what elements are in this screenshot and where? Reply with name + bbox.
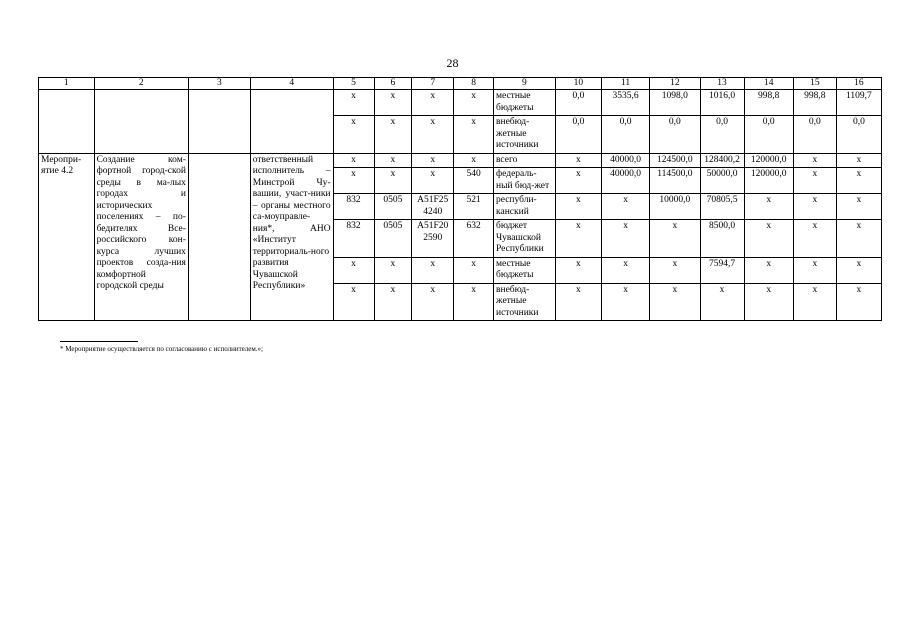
value-cell: 3535,6 xyxy=(601,90,649,116)
header-cell: 11 xyxy=(601,78,649,90)
value-cell: х xyxy=(744,257,793,283)
value-cell: 1098,0 xyxy=(650,90,700,116)
code-cell: 832 xyxy=(333,220,374,258)
funding-source-cell: всего xyxy=(494,153,556,168)
value-cell: 1016,0 xyxy=(700,90,744,116)
value-cell: 40000,0 xyxy=(601,168,649,194)
value-cell: 114500,0 xyxy=(650,168,700,194)
code-cell: 0505 xyxy=(374,194,412,220)
value-cell: 0,0 xyxy=(601,116,649,154)
value-cell: х xyxy=(836,153,881,168)
value-cell: 0,0 xyxy=(555,116,601,154)
funding-source-cell: бюджет Чувашской Республики xyxy=(494,220,556,258)
value-cell: 50000,0 xyxy=(700,168,744,194)
header-cell: 15 xyxy=(793,78,836,90)
value-cell: х xyxy=(555,220,601,258)
code-cell: A51F20 2590 xyxy=(412,220,454,258)
code-cell: 540 xyxy=(454,168,494,194)
table-row xyxy=(39,90,882,116)
code-cell: х xyxy=(333,116,374,154)
code-cell: х xyxy=(333,153,374,168)
table-row xyxy=(39,153,882,168)
header-cell: 2 xyxy=(94,78,188,90)
code-cell: 832 xyxy=(333,194,374,220)
measure-name-cell: Создание ком-фортной город-ской среды в ма-лых городах и исторических поселениях – по-бедителях Все-российского кон-курса лучших проектов созда-ния комфортной городской среды xyxy=(94,153,188,321)
value-cell: 124500,0 xyxy=(650,153,700,168)
value-cell: 120000,0 xyxy=(744,168,793,194)
value-cell: х xyxy=(555,168,601,194)
value-cell: 40000,0 xyxy=(601,153,649,168)
value-cell: х xyxy=(793,283,836,321)
code-cell: х xyxy=(374,153,412,168)
header-cell: 13 xyxy=(700,78,744,90)
funding-source-cell: республи-канский xyxy=(494,194,556,220)
value-cell: х xyxy=(744,194,793,220)
funding-source-cell: местные бюджеты xyxy=(494,90,556,116)
value-cell: х xyxy=(744,220,793,258)
code-cell: х xyxy=(374,283,412,321)
funding-source-cell: внебюд-жетные источники xyxy=(494,116,556,154)
value-cell: х xyxy=(793,168,836,194)
header-cell: 7 xyxy=(412,78,454,90)
value-cell: х xyxy=(650,283,700,321)
code-cell: х xyxy=(412,116,454,154)
value-cell: х xyxy=(836,283,881,321)
empty-cell xyxy=(188,90,250,154)
code-cell: х xyxy=(454,116,494,154)
empty-cell xyxy=(39,90,95,154)
value-cell: 998,8 xyxy=(793,90,836,116)
value-cell: х xyxy=(601,194,649,220)
code-cell: A51F25 4240 xyxy=(412,194,454,220)
value-cell: 1109,7 xyxy=(836,90,881,116)
value-cell: х xyxy=(744,283,793,321)
header-cell: 16 xyxy=(836,78,881,90)
footnote-rule xyxy=(60,341,138,342)
funding-source-cell: внебюд-жетные источники xyxy=(494,283,556,321)
code-cell: х xyxy=(412,153,454,168)
value-cell: 998,8 xyxy=(744,90,793,116)
code-cell: х xyxy=(454,90,494,116)
code-cell: х xyxy=(374,168,412,194)
value-cell: х xyxy=(836,257,881,283)
empty-cell xyxy=(188,153,250,321)
header-cell: 12 xyxy=(650,78,700,90)
value-cell: х xyxy=(555,153,601,168)
code-cell: х xyxy=(374,257,412,283)
code-cell: х xyxy=(412,257,454,283)
value-cell: х xyxy=(836,194,881,220)
value-cell: 128400,2 xyxy=(700,153,744,168)
header-row xyxy=(39,78,882,90)
code-cell: х xyxy=(333,257,374,283)
header-cell: 4 xyxy=(250,78,333,90)
header-cell: 10 xyxy=(555,78,601,90)
header-cell: 9 xyxy=(494,78,556,90)
budget-table xyxy=(38,77,882,321)
value-cell: х xyxy=(836,220,881,258)
value-cell: 0,0 xyxy=(836,116,881,154)
header-cell: 6 xyxy=(374,78,412,90)
funding-source-cell: федераль-ный бюд-жет xyxy=(494,168,556,194)
code-cell: 521 xyxy=(454,194,494,220)
code-cell: х xyxy=(333,168,374,194)
value-cell: х xyxy=(836,168,881,194)
code-cell: х xyxy=(454,153,494,168)
value-cell: х xyxy=(700,283,744,321)
header-cell: 1 xyxy=(39,78,95,90)
code-cell: х xyxy=(374,116,412,154)
code-cell: х xyxy=(374,90,412,116)
header-cell: 14 xyxy=(744,78,793,90)
value-cell: х xyxy=(650,257,700,283)
code-cell: х xyxy=(454,283,494,321)
value-cell: х xyxy=(793,153,836,168)
value-cell: 8500,0 xyxy=(700,220,744,258)
header-cell: 8 xyxy=(454,78,494,90)
value-cell: 0,0 xyxy=(744,116,793,154)
footnote: * Мероприятие осуществляется по согласованию с исполнителем.»; xyxy=(60,345,263,353)
code-cell: 0505 xyxy=(374,220,412,258)
value-cell: х xyxy=(555,283,601,321)
executor-cell: ответственный исполнитель – Минстрой Чу-вашии, участ-ники – органы местного са-моуправле-ния*, АНО «Институт территориаль-ного развития Чувашской Республики» xyxy=(250,153,333,321)
code-cell: х xyxy=(412,90,454,116)
code-cell: 632 xyxy=(454,220,494,258)
value-cell: х xyxy=(793,194,836,220)
value-cell: х xyxy=(793,257,836,283)
code-cell: х xyxy=(412,283,454,321)
funding-source-cell: местные бюджеты xyxy=(494,257,556,283)
value-cell: х xyxy=(555,257,601,283)
value-cell: 120000,0 xyxy=(744,153,793,168)
empty-cell xyxy=(250,90,333,154)
value-cell: х xyxy=(793,220,836,258)
value-cell: 0,0 xyxy=(793,116,836,154)
value-cell: 0,0 xyxy=(555,90,601,116)
page-number: 28 xyxy=(446,56,459,70)
value-cell: х xyxy=(601,283,649,321)
value-cell: 0,0 xyxy=(650,116,700,154)
code-cell: х xyxy=(412,168,454,194)
value-cell: х xyxy=(601,220,649,258)
value-cell: 0,0 xyxy=(700,116,744,154)
empty-cell xyxy=(94,90,188,154)
code-cell: х xyxy=(454,257,494,283)
header-cell: 3 xyxy=(188,78,250,90)
code-cell: х xyxy=(333,283,374,321)
value-cell: х xyxy=(601,257,649,283)
value-cell: х xyxy=(650,220,700,258)
value-cell: 70805,5 xyxy=(700,194,744,220)
value-cell: 7594,7 xyxy=(700,257,744,283)
value-cell: х xyxy=(555,194,601,220)
value-cell: 10000,0 xyxy=(650,194,700,220)
header-cell: 5 xyxy=(333,78,374,90)
measure-label-cell: Меропри-ятие 4.2 xyxy=(39,153,95,321)
code-cell: х xyxy=(333,90,374,116)
